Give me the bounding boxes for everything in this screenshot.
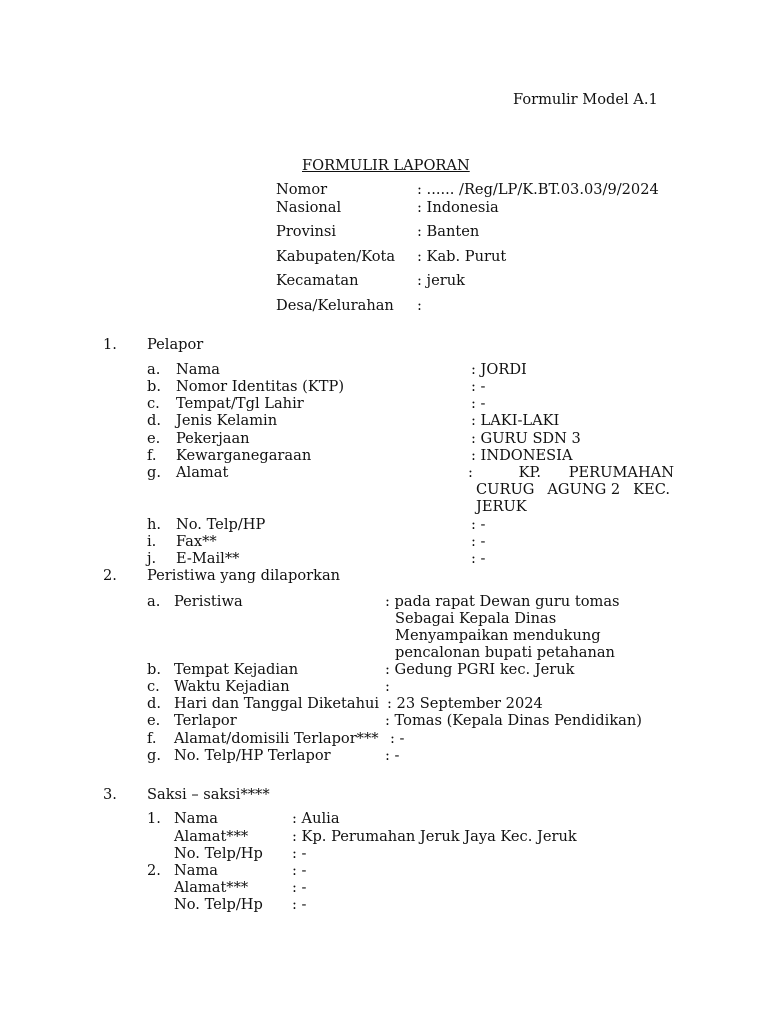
header-label-kecamatan: Kecamatan: [276, 272, 359, 289]
alamat-word: :: [468, 464, 473, 481]
item-letter: c.: [147, 678, 160, 695]
witness-value: : Kp. Perumahan Jeruk Jaya Kec. Jeruk: [292, 828, 577, 845]
item-label: Tempat/Tgl Lahir: [176, 395, 304, 412]
witness-label: Nama: [174, 810, 219, 827]
section-title: Pelapor: [147, 336, 204, 353]
section-number: 2.: [103, 567, 117, 584]
item-value-line: Menyampaikan mendukung: [395, 627, 601, 644]
item-letter: f.: [147, 730, 157, 747]
alamat-line: [476, 481, 670, 498]
witness-value: : -: [292, 896, 307, 913]
witness-label: No. Telp/Hp: [174, 896, 263, 913]
item-label: Kewarganegaraan: [176, 447, 312, 464]
item-letter: d.: [147, 695, 161, 712]
alamat-line: [468, 464, 674, 481]
header-label-desa: Desa/Kelurahan: [276, 297, 394, 314]
witness-value: : -: [292, 879, 307, 896]
header-label-nasional: Nasional: [276, 199, 342, 216]
header-label-provinsi: Provinsi: [276, 223, 337, 240]
item-label: Nama: [176, 361, 221, 378]
item-letter: j.: [147, 550, 157, 567]
item-label: Peristiwa: [174, 593, 243, 610]
item-value-line: Sebagai Kepala Dinas: [395, 610, 557, 627]
header-value-nasional: : Indonesia: [417, 199, 499, 216]
item-value: : GURU SDN 3: [471, 430, 581, 447]
witness-number: 2.: [147, 862, 161, 879]
item-value: :: [385, 678, 390, 695]
item-value: : -: [471, 516, 486, 533]
item-value-line: pencalonan bupati petahanan: [395, 644, 615, 661]
item-value-line: : pada rapat Dewan guru tomas: [385, 593, 620, 610]
item-label: Jenis Kelamin: [176, 412, 278, 429]
item-label: Waktu Kejadian: [174, 678, 290, 695]
item-letter: e.: [147, 712, 161, 729]
alamat-line: JERUK: [476, 498, 527, 515]
witness-value: : -: [292, 862, 307, 879]
item-label: Tempat Kejadian: [174, 661, 299, 678]
header-label-nomor: Nomor: [276, 181, 328, 198]
item-label: No. Telp/HP Terlapor: [174, 747, 331, 764]
header-value-desa: :: [417, 297, 422, 314]
item-label: Terlapor: [174, 712, 237, 729]
item-value: : -: [471, 395, 486, 412]
witness-value: : Aulia: [292, 810, 340, 827]
form-title: FORMULIR LAPORAN: [302, 157, 470, 174]
section-number: 1.: [103, 336, 117, 353]
item-value: : -: [471, 550, 486, 567]
witness-label: Alamat***: [174, 879, 249, 896]
item-letter: e.: [147, 430, 161, 447]
item-letter: c.: [147, 395, 160, 412]
item-letter: f.: [147, 447, 157, 464]
item-label: Hari dan Tanggal Diketahui: [174, 695, 380, 712]
witness-number: 1.: [147, 810, 161, 827]
header-value-provinsi: : Banten: [417, 223, 480, 240]
form-model-label: Formulir Model A.1: [513, 91, 658, 108]
witness-label: Alamat***: [174, 828, 249, 845]
item-letter: i.: [147, 533, 157, 550]
item-value: : -: [390, 730, 405, 747]
item-value: : -: [385, 747, 400, 764]
header-label-kabupaten: Kabupaten/Kota: [276, 248, 396, 265]
item-value: : Gedung PGRI kec. Jeruk: [385, 661, 575, 678]
item-label: E-Mail**: [176, 550, 240, 567]
item-letter: g.: [147, 464, 161, 481]
alamat-word: KEC.: [633, 481, 670, 498]
item-label: Pekerjaan: [176, 430, 250, 447]
item-letter: a.: [147, 593, 161, 610]
item-letter: b.: [147, 661, 161, 678]
item-value: : Tomas (Kepala Dinas Pendidikan): [385, 712, 642, 729]
item-value: : JORDI: [471, 361, 527, 378]
witness-label: Nama: [174, 862, 219, 879]
item-label: Alamat/domisili Terlapor***: [174, 730, 379, 747]
alamat-word: AGUNG 2: [547, 481, 621, 498]
header-value-kabupaten: : Kab. Purut: [417, 248, 507, 265]
item-label: Alamat: [176, 464, 229, 481]
item-value: : 23 September 2024: [387, 695, 543, 712]
section-title: Peristiwa yang dilaporkan: [147, 567, 341, 584]
item-letter: b.: [147, 378, 161, 395]
alamat-word: KP.: [518, 464, 542, 481]
item-value: : -: [471, 378, 486, 395]
item-value: : INDONESIA: [471, 447, 573, 464]
section-number: 3.: [103, 786, 117, 803]
header-value-kecamatan: : jeruk: [417, 272, 465, 289]
item-value: : LAKI-LAKI: [471, 412, 560, 429]
header-value-nomor: : ...... /Reg/LP/K.BT.03.03/9/2024: [417, 181, 659, 198]
alamat-word: CURUG: [476, 481, 535, 498]
item-letter: h.: [147, 516, 162, 533]
item-letter: g.: [147, 747, 161, 764]
item-label: Fax**: [176, 533, 217, 550]
item-label: No. Telp/HP: [176, 516, 266, 533]
alamat-word: PERUMAHAN: [568, 464, 674, 481]
item-letter: d.: [147, 412, 161, 429]
section-title: Saksi – saksi****: [147, 786, 270, 803]
witness-label: No. Telp/Hp: [174, 845, 263, 862]
alamat-value: [468, 464, 674, 515]
witness-value: : -: [292, 845, 307, 862]
item-label: Nomor Identitas (KTP): [176, 378, 345, 395]
item-letter: a.: [147, 361, 161, 378]
item-value: : -: [471, 533, 486, 550]
